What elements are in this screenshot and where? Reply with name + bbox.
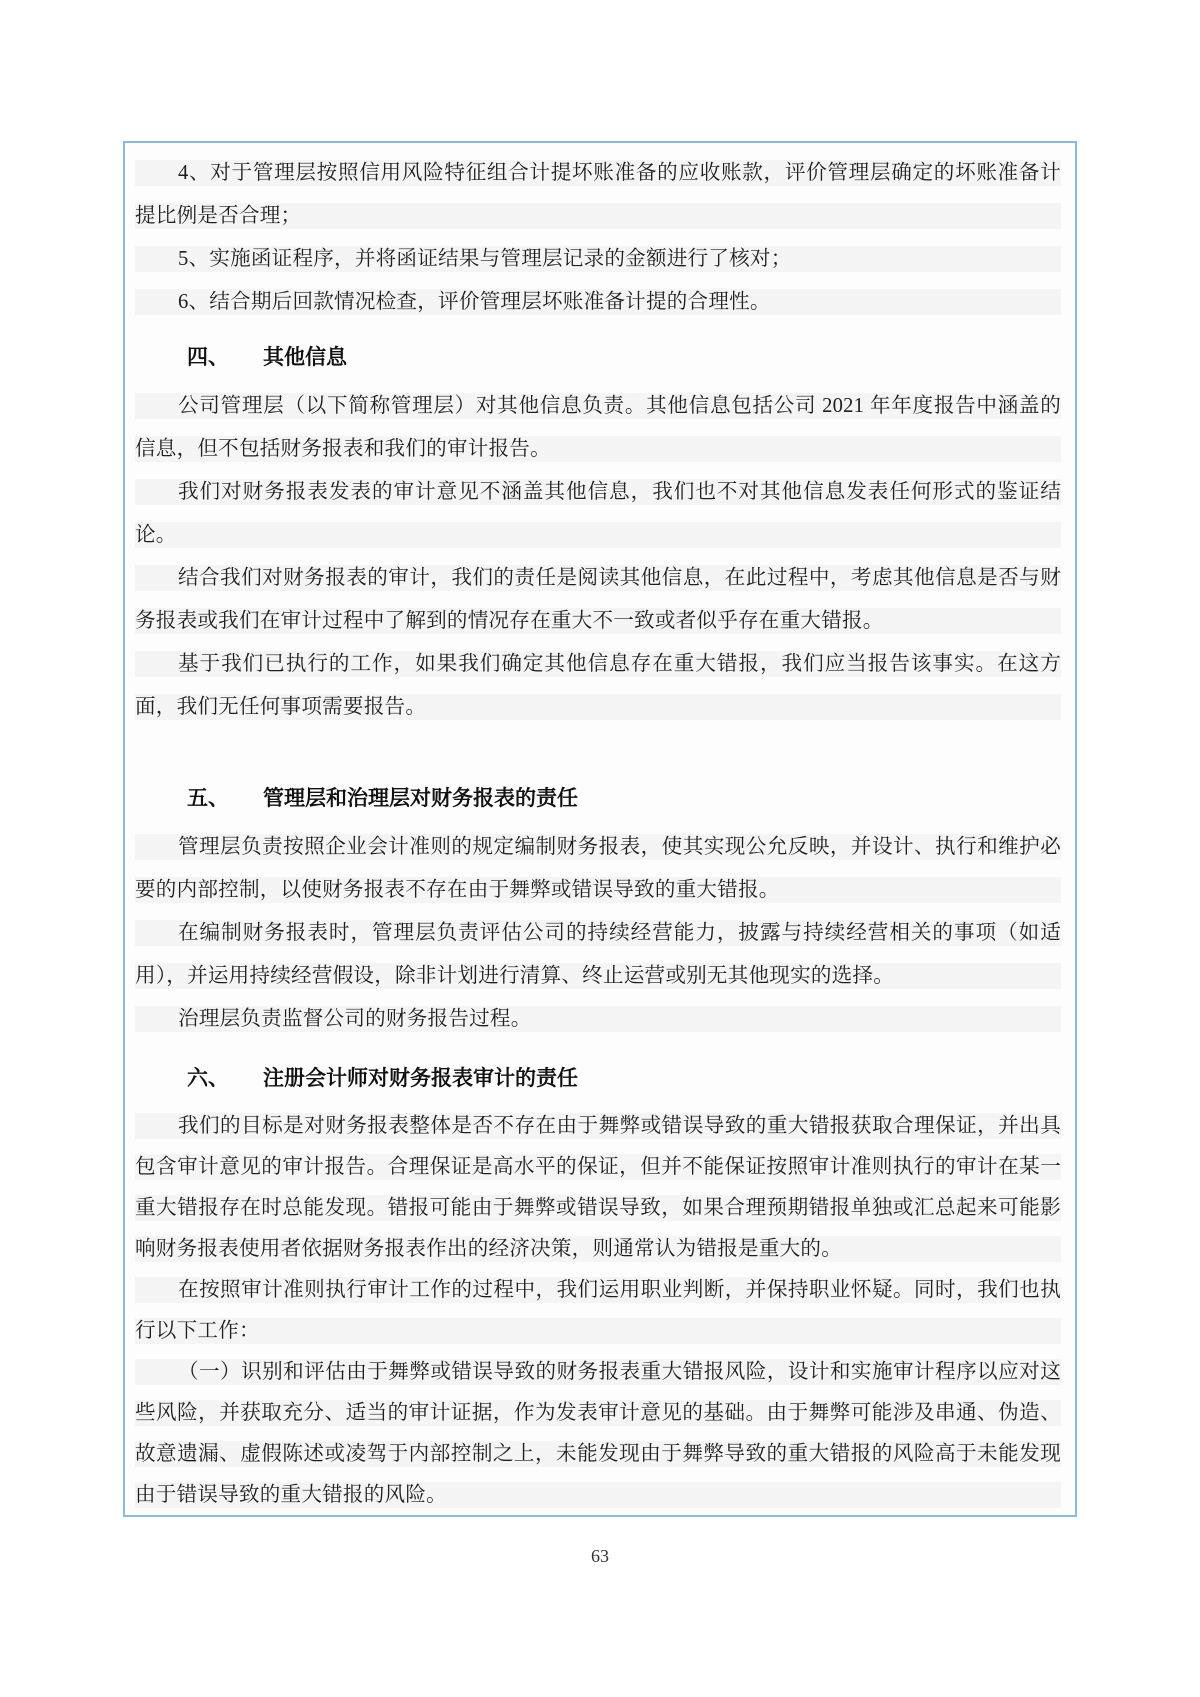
section-heading-other-information	[135, 336, 1061, 379]
paragraph: （一）识别和评估由于舞弊或错误导致的财务报表重大错报风险，设计和实施审计程序以应对这些风险，并获取充分、适当的审计证据，作为发表审计意见的基础。由于舞弊可能涉及串通、伪造、故意遗漏、虚假陈述或凌驾于内部控制之上，未能发现由于舞弊导致的重大错报的风险高于未能发现由于错误导致的重大错报的风险。	[135, 1352, 1061, 1516]
paragraph: 在编制财务报表时，管理层负责评估公司的持续经营能力，披露与持续经营相关的事项（如适用），并运用持续经营假设，除非计划进行清算、终止运营或别无其他现实的选择。	[135, 912, 1061, 998]
paragraph: 我们的目标是对财务报表整体是否不存在由于舞弊或错误导致的重大错报获取合理保证，并出具包含审计意见的审计报告。合理保证是高水平的保证，但并不能保证按照审计准则执行的审计在某一重大错报存在时总能发现。错报可能由于舞弊或错误导致，如果合理预期错报单独或汇总起来可能影响财务报表使用者依据财务报表作出的经济决策，则通常认为错报是重大的。	[135, 1106, 1061, 1270]
section-number: 六、	[187, 1067, 229, 1090]
audit-report-content-box	[123, 141, 1077, 1517]
section-title: 注册会计师对财务报表审计的责任	[263, 1067, 578, 1090]
list-item-6: 6、结合期后回款情况检查，评价管理层坏账准备计提的合理性。	[135, 281, 1061, 324]
section-number: 四、	[187, 346, 229, 369]
section-heading-management-responsibility	[135, 777, 1061, 820]
paragraph: 结合我们对财务报表的审计，我们的责任是阅读其他信息，在此过程中，考虑其他信息是否与财务报表或我们在审计过程中了解到的情况存在重大不一致或者似乎存在重大错报。	[135, 557, 1061, 643]
paragraph: 在按照审计准则执行审计工作的过程中，我们运用职业判断，并保持职业怀疑。同时，我们也执行以下工作：	[135, 1270, 1061, 1352]
list-item-5: 5、实施函证程序，并将函证结果与管理层记录的金额进行了核对；	[135, 238, 1061, 281]
paragraph: 治理层负责监督公司的财务报告过程。	[135, 998, 1061, 1041]
page-number: 63	[591, 1546, 609, 1566]
paragraph: 公司管理层（以下简称管理层）对其他信息负责。其他信息包括公司 2021 年年度报告中涵盖的信息，但不包括财务报表和我们的审计报告。	[135, 385, 1061, 471]
paragraph: 管理层负责按照企业会计准则的规定编制财务报表，使其实现公允反映，并设计、执行和维护必要的内部控制，以使财务报表不存在由于舞弊或错误导致的重大错报。	[135, 826, 1061, 912]
paragraph: 我们对财务报表发表的审计意见不涵盖其他信息，我们也不对其他信息发表任何形式的鉴证结论。	[135, 471, 1061, 557]
section-title: 管理层和治理层对财务报表的责任	[263, 787, 578, 810]
list-item-4: 4、对于管理层按照信用风险特征组合计提坏账准备的应收账款，评价管理层确定的坏账准备计提比例是否合理；	[135, 152, 1061, 238]
paragraph: 基于我们已执行的工作，如果我们确定其他信息存在重大错报，我们应当报告该事实。在这方面，我们无任何事项需要报告。	[135, 643, 1061, 729]
section-heading-auditor-responsibility	[135, 1057, 1061, 1100]
section-number: 五、	[187, 787, 229, 810]
section-title: 其他信息	[263, 346, 347, 369]
